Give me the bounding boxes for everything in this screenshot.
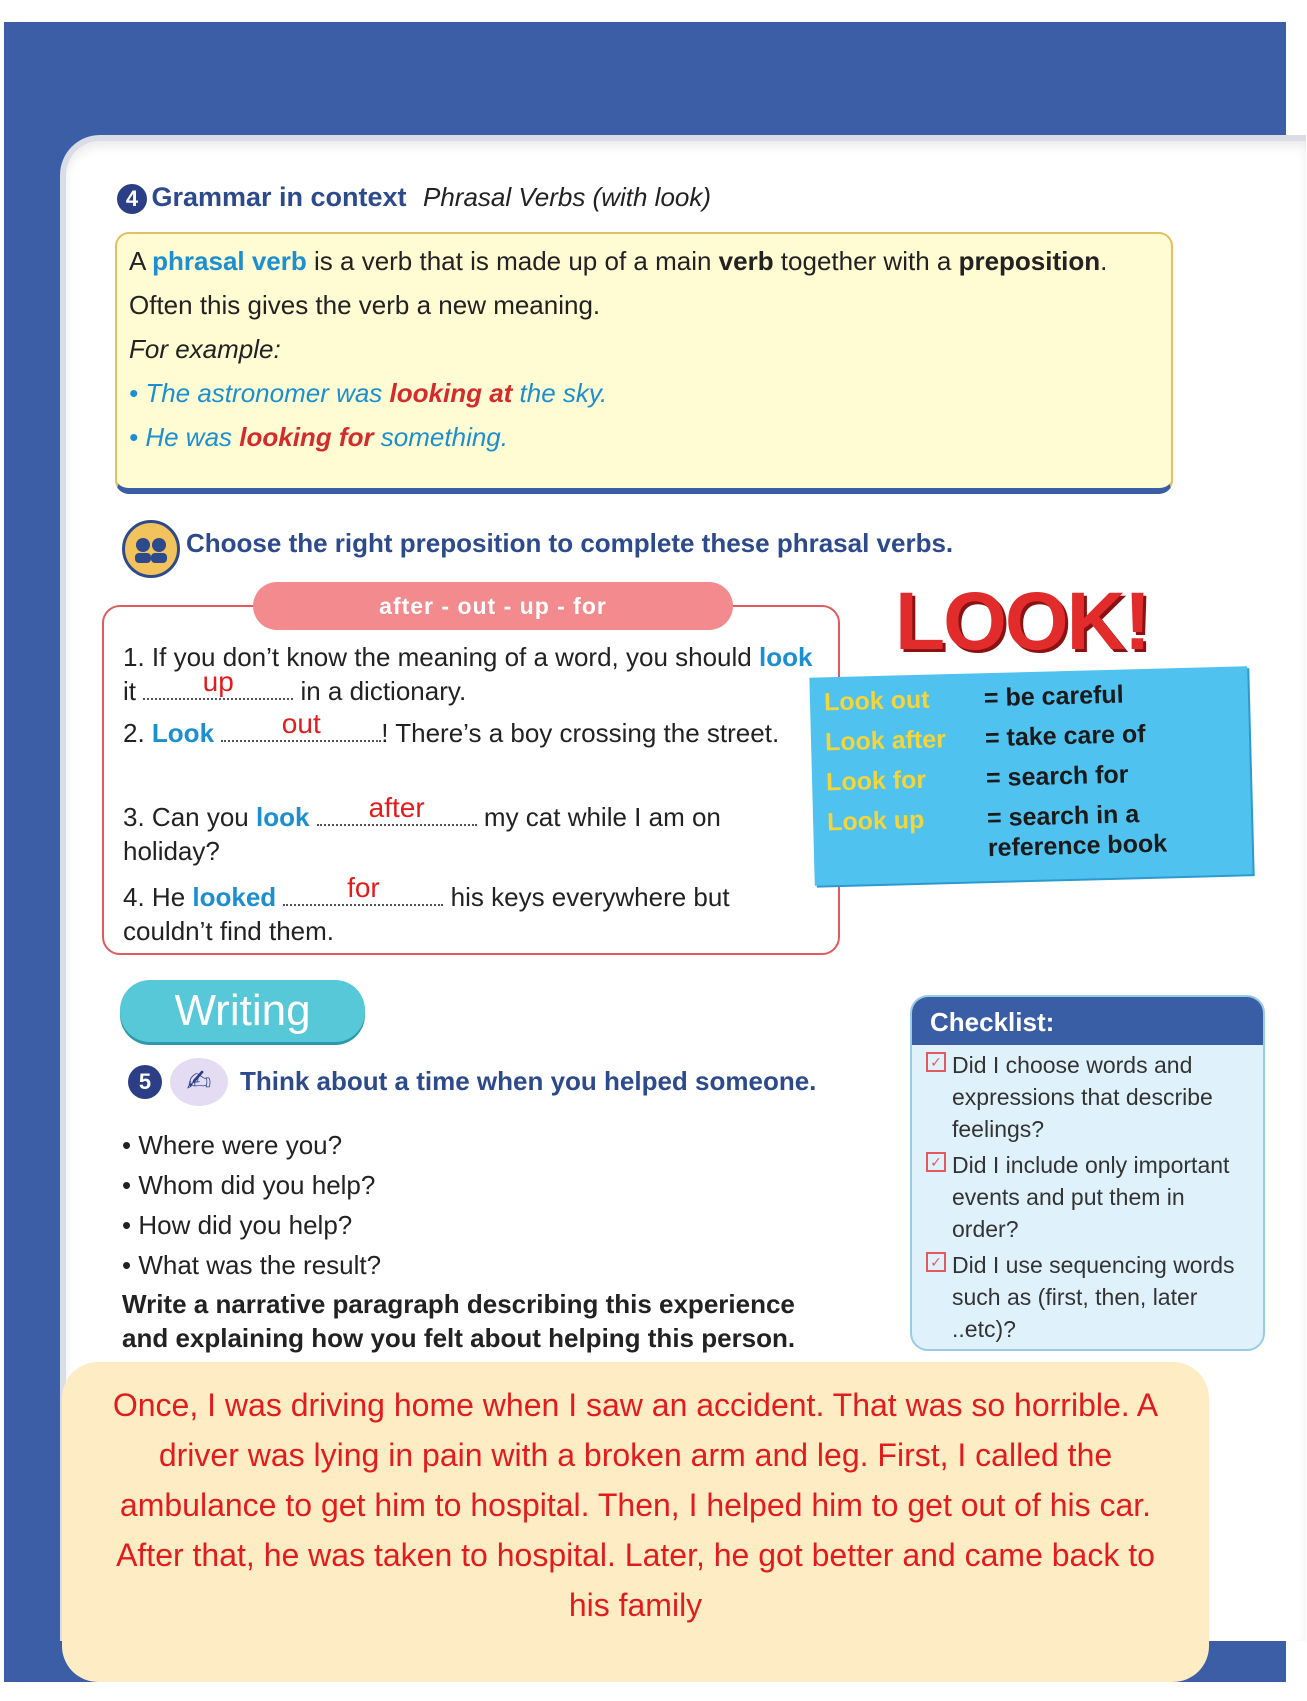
writing-prompt-title: Think about a time when you helped someone. [240, 1066, 817, 1096]
list-item: • How did you help? [122, 1210, 353, 1240]
checklist-item: ✓ Did I choose words and expressions that describe feelings? [912, 1049, 1253, 1145]
list-item: • Whom did you help? [122, 1170, 376, 1200]
meaning-text: Often this gives the verb a new meaning. [129, 290, 601, 320]
pair-work-icon [122, 520, 180, 578]
list-item: • Where were you? [122, 1130, 343, 1160]
list-item: • What was the result? [122, 1250, 382, 1280]
look-definitions-box [809, 666, 1252, 885]
exercise-item-3: 3. Can you look after my cat while I am on holiday? [123, 792, 721, 866]
section-title: Grammar in context [151, 182, 407, 212]
section-subtitle: Phrasal Verbs (with look) [422, 182, 712, 212]
answer-text: for [347, 872, 380, 903]
section-number-badge: 4 [117, 184, 147, 214]
answer-blank[interactable] [283, 872, 443, 906]
checklist-panel [910, 995, 1265, 1351]
answer-blank[interactable] [317, 792, 477, 826]
example-1: • The astronomer was looking at the sky. [129, 378, 608, 408]
pen-icon: ✍ [170, 1058, 228, 1106]
writing-section-label: Writing [120, 980, 365, 1042]
look-row: Look up = search in a reference book [826, 800, 1168, 863]
exercise-item-2: 2. Look out ! There’s a boy crossing the street. [123, 708, 780, 748]
look-row: Look after = take care of [824, 719, 1146, 757]
section-number-badge: 5 [128, 1065, 162, 1099]
answer-blank[interactable] [143, 666, 293, 700]
checkbox-icon[interactable]: ✓ [926, 1252, 946, 1272]
student-answer-paragraph[interactable]: Once, I was driving home when I saw an accident. That was so horrible. A driver was lying in pain with a broken arm and leg. First, I called the ambulance to get him to hospital. Then, I helped him to get out of his car. After that, he was taken to hospital. Later, he got better and came back to his family [62, 1362, 1209, 1682]
checklist-item: ✓ Did I use sequencing words such as (first, then, later ..etc)? [912, 1249, 1253, 1345]
checklist-item: ✓ Did I include only important events and put them in order? [912, 1149, 1253, 1245]
exercise-item-4: 4. He looked for his keys everywhere but couldn’t find them. [123, 872, 730, 946]
word-bank: after - out - up - for [253, 582, 733, 630]
example-label: For example: [129, 334, 281, 364]
grammar-definition-box [115, 232, 1173, 494]
section-4-heading [117, 182, 711, 214]
look-row: Look for = search for [825, 760, 1129, 797]
term-phrasal-verb: phrasal verb [152, 246, 307, 276]
answer-text: up [202, 666, 234, 697]
writing-instruction: Write a narrative paragraph describing this experience and explaining how you felt about helping this person. [122, 1289, 796, 1353]
definition-text: A phrasal verb is a verb that is made up of a main verb together with a preposition. [129, 246, 1108, 276]
exercise-item-1: 1. If you don’t know the meaning of a word, you should look it up in a dictionary. [123, 642, 813, 706]
look-logo: LOOK! [895, 576, 1150, 667]
choose-instruction: Choose the right preposition to complete these phrasal verbs. [186, 528, 954, 558]
checklist-title: Checklist: [912, 997, 1263, 1045]
checkbox-icon[interactable]: ✓ [926, 1052, 946, 1072]
example-2: • He was looking for something. [129, 422, 508, 452]
checkbox-icon[interactable]: ✓ [926, 1152, 946, 1172]
look-row: Look out = be careful [823, 680, 1124, 717]
answer-text: after [368, 792, 425, 823]
answer-text: out [281, 708, 321, 739]
prompt-questions [122, 1125, 381, 1285]
answer-blank[interactable] [221, 708, 381, 742]
